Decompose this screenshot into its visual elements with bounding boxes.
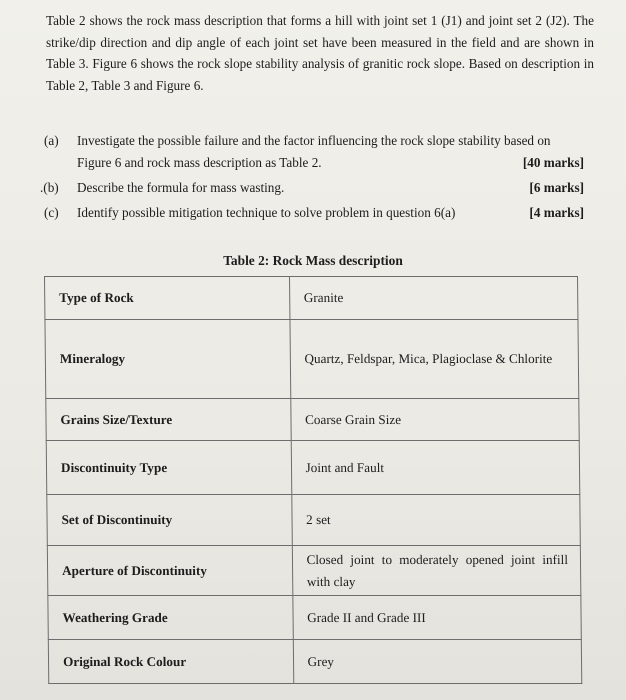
row-key: Original Rock Colour xyxy=(48,640,293,684)
question-text: Investigate the possible failure and the factor influencing the rock slope stability based on Figure 6 and rock mass description as Table 2. xyxy=(77,133,551,170)
rock-mass-table xyxy=(44,276,582,684)
row-value: 2 set xyxy=(291,495,580,546)
row-key: Aperture of Discontinuity xyxy=(47,546,292,596)
row-value: Closed joint to moderately opened joint infill with clay xyxy=(292,546,581,596)
row-value: Granite xyxy=(289,277,578,320)
table-row xyxy=(45,277,578,320)
row-value: Joint and Fault xyxy=(291,441,580,495)
table-row xyxy=(47,495,581,546)
table-row xyxy=(48,640,581,684)
row-value: Quartz, Feldspar, Mica, Plagioclase & Chlorite xyxy=(290,320,579,399)
table-row xyxy=(47,546,581,596)
table-row xyxy=(46,399,579,441)
question-text: Identify possible mitigation technique to solve problem in question 6(a) xyxy=(77,205,456,220)
question-label: (a) xyxy=(44,133,59,148)
row-key: Weathering Grade xyxy=(48,596,293,640)
row-key: Type of Rock xyxy=(45,277,290,320)
question-marks: [6 marks] xyxy=(529,180,584,195)
row-key: Set of Discontinuity xyxy=(47,495,292,546)
row-value: Grade II and Grade III xyxy=(292,596,581,640)
row-value: Coarse Grain Size xyxy=(290,399,579,441)
row-key: Grains Size/Texture xyxy=(46,399,291,441)
question-label: (c) xyxy=(44,205,59,220)
intro-paragraph: Table 2 shows the rock mass description that forms a hill with joint set 1 (J1) and joint set 2 (J2). The strike/dip direction and dip angle of each joint set have been measured in the field and are shown in Table 3. Figure 6 shows the rock slope stability analysis of granitic rock slope. Based on description in Table 2, Table 3 and Figure 6. xyxy=(46,13,594,93)
table-title: Table 2: Rock Mass description xyxy=(223,253,403,268)
row-value: Grey xyxy=(293,640,582,684)
question-label: .(b) xyxy=(40,180,59,195)
row-key: Discontinuity Type xyxy=(46,441,291,495)
table-row xyxy=(48,596,581,640)
row-key: Mineralogy xyxy=(45,320,290,399)
table-row xyxy=(46,441,580,495)
question-text: Describe the formula for mass wasting. xyxy=(77,180,285,195)
table-row xyxy=(45,320,579,399)
question-marks: [40 marks] xyxy=(522,155,584,170)
question-marks: [4 marks] xyxy=(529,205,584,220)
